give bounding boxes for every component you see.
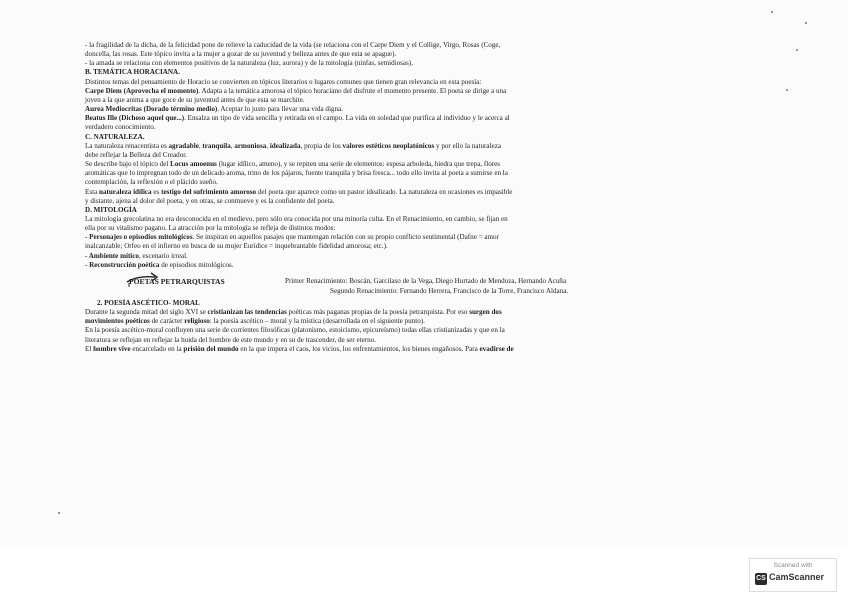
- section-heading: B. TEMÁTICA HORACIANA.: [85, 68, 180, 77]
- text-line: ella por su vitalismo pagano. La atracción por la mitología se refleja de distintos modos:: [85, 224, 336, 233]
- list-item: - Ambiente mítico, escenario irreal.: [85, 251, 188, 260]
- text-line: La naturaleza renacentista es agradable, tranquila, armoniosa, idealizada, propia de los valores estéticos neoplatónicos y por ello la naturaleza: [85, 141, 501, 150]
- camscanner-logo-icon: CS: [755, 573, 767, 585]
- document-body: [85, 41, 765, 354]
- text-line: Beatus Ille (Dichoso aquel que...). Ensalza un tipo de vida sencilla y retirada en el campo. La vida en soledad que purifica al individuo y le acerca al: [85, 114, 510, 123]
- section-heading: C. NATURALEZA.: [85, 132, 145, 141]
- section-heading: D. MITOLOGÍA: [85, 205, 137, 214]
- petrarquistas-block: [85, 277, 765, 299]
- text-line: debe reflejar la Belleza del Creador.: [85, 150, 188, 159]
- text-line: El hombre vive encarcelado en la prisión del mundo en la que impera el caos, los vicios, los enfrentamientos, los bienes engañosos. Para evadirse de: [85, 344, 514, 353]
- text-line: - la amada se relaciona con elementos positivos de la naturaleza (luz, aurora) y de la mitología (ninfas, semidiosas).: [85, 59, 413, 68]
- petrarquistas-title: POETAS PETRARQUISTAS: [129, 276, 225, 286]
- bold-term: Beatus Ille (Dichoso aquel que...): [85, 114, 185, 123]
- text-line: Se describe bajo el tópico del Locus amoenus (lugar idílico, ameno), y se repiten una serie de elementos: espesa arboleda, hiedra que trepa, flores: [85, 160, 501, 169]
- list-item: - Reconstrucción poética de episodios mitológicos.: [85, 260, 234, 269]
- text-line: contemplación, la reflexión o el plácido sueño.: [85, 178, 218, 187]
- text-line: movimientos poéticos de carácter religioso: la poesía ascético – moral y la mística (desarrollada en el siguiente punto).: [85, 317, 425, 326]
- text-line: Carpe Diem (Aprovecha el momento). Adapta a la temática amorosa el tópico horaciano del disfrute el momento presente. El poeta se dirige a una: [85, 86, 507, 95]
- text-line: Aurea Mediocritas (Dorado término medio). Aceptar lo justo para llevar una vida digna.: [85, 105, 343, 114]
- camscanner-name: CamScanner: [769, 572, 825, 582]
- section-heading: 2. POESÍA ASCÉTICO- MORAL: [97, 298, 200, 307]
- scan-speck: [771, 11, 773, 13]
- text-line: literatura se reflejan en reflejar la huida del hombre de este mundo y en su de trascender, de ser eterno.: [85, 335, 377, 344]
- scanned-with-label: Scanned with: [773, 562, 813, 569]
- scan-speck: [805, 22, 807, 24]
- scan-speck: [58, 512, 60, 514]
- text-line: joven a la que anima a que goce de su juventud antes de que esta se marchite.: [85, 95, 305, 104]
- text-line: En la poesía ascético-moral confluyen una serie de corrientes filosóficas (platonismo, estoicismo, epicureísmo) todas ellas cristianizadas y que en la: [85, 326, 505, 335]
- scan-speck: [786, 89, 788, 91]
- camscanner-watermark: [749, 558, 837, 592]
- text-line: Distintos temas del pensamiento de Horacio se convierten en tópicos literarios o lugares comunes que tienen gran relevancia en esta poesía:: [85, 77, 482, 86]
- text-line: aromáticas que lo impregnan todo de un delicado aroma, trino de los pájaros, fuente tranquila y brisa fresca... todo ello invita al poeta a sumirse en la: [85, 169, 508, 178]
- list-item: - Personajes o episodios mitológicos. Se inspiran en aquellos pasajes que mantengan relación con su propio conflicto sentimental (Dafne = amor: [85, 233, 499, 242]
- text-line: doncella, las rosas. Este tópico invita a la mujer a gozar de su juventud y belleza antes de que esta se apague).: [85, 50, 397, 59]
- text-line: verdadero conocimiento.: [85, 123, 156, 132]
- text-line: Primer Renacimiento: Boscán, Garcilaso de la Vega, Diego Hurtado de Mendoza, Hernando Acuña: [285, 276, 566, 285]
- text-line: La mitología grecolatina no era desconocida en el medievo, pero sólo era conocida por una minoría culta. En el Renacimiento, en cambio, se fijan en: [85, 214, 508, 223]
- text-line: Durante la segunda mitad del siglo XVI se cristianizan las tendencias poéticas más paganas propias de la poesía petrarquista. Por eso surgen dos: [85, 308, 502, 317]
- text-line: - la fragilidad de la dicha, de la felicidad pone de relieve la caducidad de la vida (se relaciona con el Carpe Diem y el Collige, Virgo, Rosas (Coge,: [85, 41, 501, 49]
- text-line: Segundo Renacimiento: Fernando Herrera, Francisco de la Torre, Francisco Aldana.: [330, 286, 569, 295]
- text-line: inalcanzable; Orfeo en el infierno en busca de su mujer Eurídice = inquebrantable fidelidad amorosa; etc.).: [85, 242, 388, 251]
- scan-speck: [796, 49, 798, 51]
- bold-term: Aurea Mediocritas (Dorado término medio): [85, 105, 218, 114]
- text-line: y distante, ajena al dolor del poeta, y en otras, se conmueve y es la confidente del poeta.: [85, 196, 335, 205]
- bold-term: Carpe Diem (Aprovecha el momento): [85, 86, 199, 95]
- text-line: Esta naturaleza idílica es testigo del sufrimiento amoroso del poeta que aparece como un pastor idealizado. La naturaleza en ocasiones es impasible: [85, 187, 513, 196]
